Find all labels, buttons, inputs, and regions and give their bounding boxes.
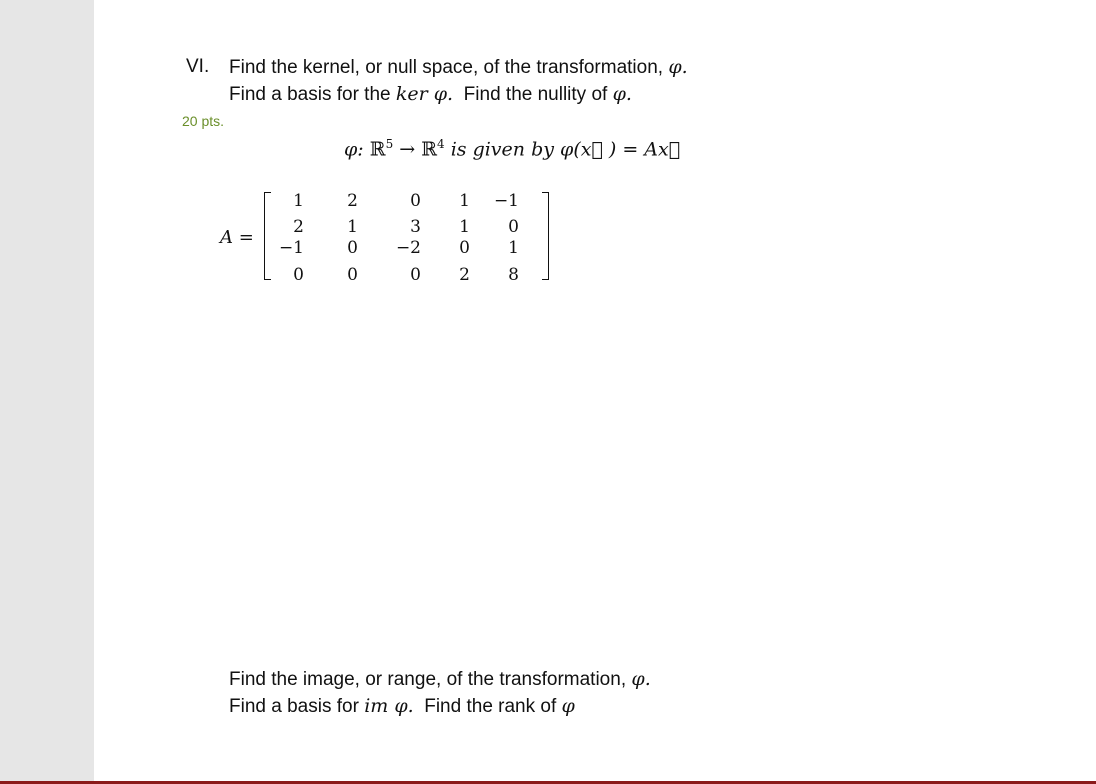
matrix-cell-r1-c2: 3 [410, 217, 421, 237]
image-question-text: Find the image, or range, of the transformation, [229, 669, 627, 690]
matrix-name: A [220, 227, 233, 248]
domain-exponent: 5 [385, 137, 394, 151]
image-basis-text: Find a basis for [229, 696, 359, 717]
left-gutter [0, 0, 94, 784]
equals-sign: = [238, 227, 254, 248]
matrix-cell-r0-c0: 1 [293, 191, 304, 211]
map-symbol: φ: [344, 138, 364, 161]
given-by-text: is given by [450, 138, 554, 161]
matrix-cell-r1-c1: 1 [347, 217, 358, 237]
kernel-question-line-1 [229, 56, 688, 79]
image-question-line-1 [229, 668, 651, 691]
kernel-question-text: Find the kernel, or null space, of the transformation, [229, 57, 664, 78]
domain-set: ℝ [369, 138, 386, 161]
matrix-cell-r2-c2: −2 [395, 238, 421, 258]
matrix-cell-r0-c2: 0 [410, 191, 421, 211]
matrix-cell-r3-c3: 2 [459, 265, 470, 285]
points-label: 20 pts. [182, 113, 225, 129]
document-page [94, 0, 1096, 781]
matrix-cell-r1-c4: 0 [508, 217, 519, 237]
matrix-cell-r0-c1: 2 [347, 191, 358, 211]
matrix-cell-r3-c0: 0 [293, 265, 304, 285]
image-question-line-2 [229, 695, 575, 718]
matrix-cell-r2-c3: 0 [459, 238, 470, 258]
formula: φ(x⃗ ) = Ax⃗ [560, 138, 681, 161]
right-bracket [542, 192, 549, 280]
phi-symbol-3: φ. [631, 668, 651, 690]
phi-symbol-4: φ [561, 695, 575, 717]
phi-symbol: φ. [668, 56, 688, 78]
matrix-cell-r2-c1: 0 [347, 238, 358, 258]
basis-text: Find a basis for the [229, 84, 391, 105]
transformation-definition [344, 137, 680, 160]
im-phi: im φ. [364, 695, 414, 717]
matrix-cell-r3-c2: 0 [410, 265, 421, 285]
matrix-cell-r3-c1: 0 [347, 265, 358, 285]
matrix-cell-r1-c3: 1 [459, 217, 470, 237]
rank-text: Find the rank of [424, 696, 557, 717]
matrix-cell-r0-c3: 1 [459, 191, 470, 211]
matrix-cell-r1-c0: 2 [293, 217, 304, 237]
matrix-cell-r3-c4: 8 [508, 265, 519, 285]
kernel-question-line-2 [229, 83, 632, 106]
matrix-cell-r2-c0: −1 [278, 238, 304, 258]
nullity-text: Find the nullity of [463, 84, 608, 105]
codomain-set: ℝ [421, 138, 438, 161]
matrix-a [264, 191, 554, 285]
question-number: VI. [186, 56, 210, 77]
ker-phi: ker φ. [395, 83, 454, 105]
codomain-exponent: 4 [437, 137, 445, 151]
arrow-symbol: → [399, 138, 416, 161]
phi-symbol-2: φ. [612, 83, 632, 105]
matrix-cell-r2-c4: 1 [508, 238, 519, 258]
matrix-cell-r0-c4: −1 [493, 191, 519, 211]
matrix-label [220, 227, 254, 248]
